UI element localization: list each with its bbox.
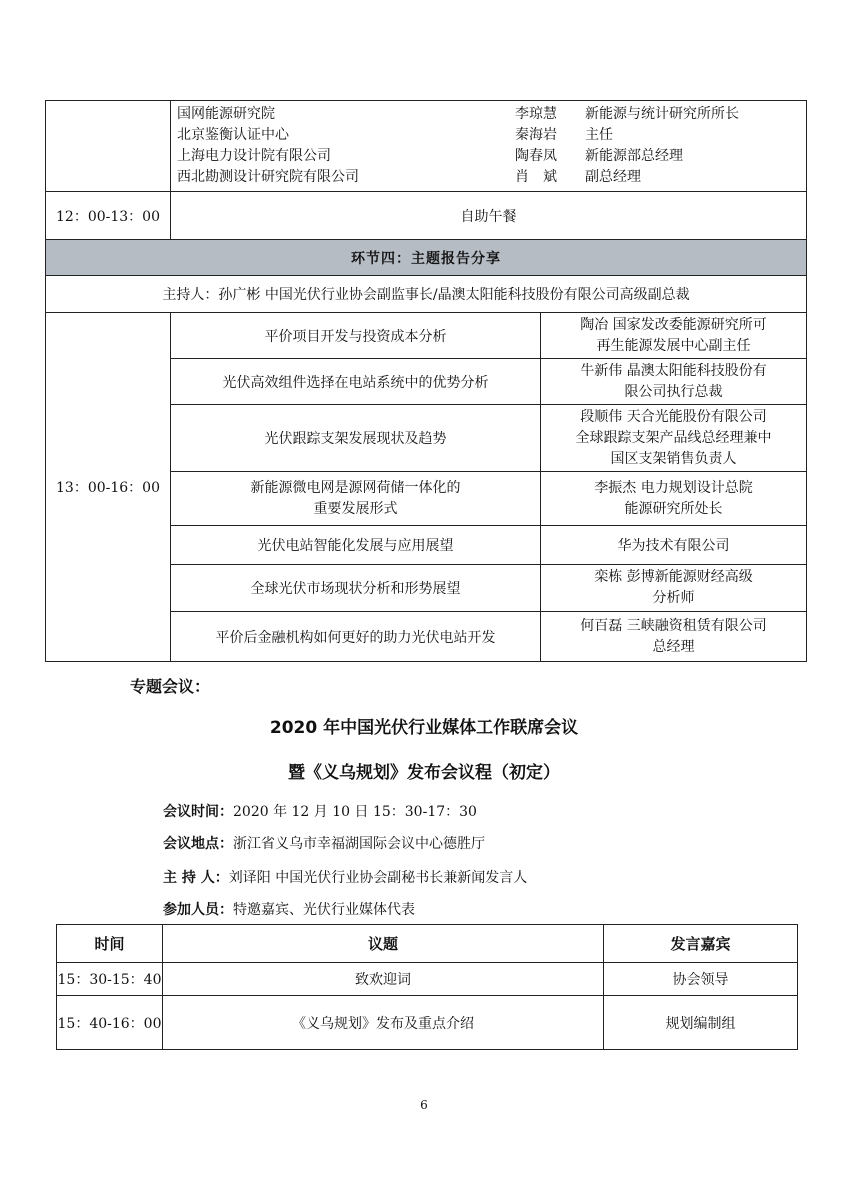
panel-guest-line [177,104,806,125]
guest-name: 陶春凤 [515,148,557,164]
talk-speaker: 牛新伟 晶澳太阳能科技股份有 限公司执行总裁 [541,359,807,405]
row-topic: 致欢迎词 [163,963,604,996]
lunch-time: 12：00-13：00 [46,192,171,240]
header-topic: 议题 [163,925,604,963]
info-time: 会议时间：2020 年 12 月 10 日 15：30-17：30 [163,804,477,820]
guest-name: 李琼慧 [515,106,557,122]
panel-guest-line [177,167,806,188]
guest-role: 新能源部总经理 [585,148,683,164]
talk-topic: 平价后金融机构如何更好的助力光伏电站开发 [171,612,541,662]
talk-row [46,313,807,359]
talk-topic: 新能源微电网是源网荷储一体化的 重要发展形式 [171,472,541,526]
guest-name: 肖 斌 [515,169,557,185]
agenda-table-main [45,100,805,662]
table-header-row [57,925,798,963]
section4-time: 13：00-16：00 [46,313,171,662]
talk-speaker: 何百磊 三峡融资租赁有限公司 总经理 [541,612,807,662]
row-time: 15：30-15：40 [57,963,163,996]
panel-guest-line [177,125,806,146]
info-attendees: 参加人员：特邀嘉宾、光伏行业媒体代表 [163,902,415,918]
row-speaker: 规划编制组 [604,996,798,1050]
guest-role: 主任 [585,127,613,143]
table-row [57,996,798,1050]
row-time: 15：40-16：00 [57,996,163,1050]
talk-topic: 光伏跟踪支架发展现状及趋势 [171,405,541,472]
row-topic: 《义乌规划》发布及重点介绍 [163,996,604,1050]
panel-guest-line [177,146,806,167]
guest-role: 副总经理 [585,169,641,185]
guest-org: 西北勘测设计研究院有限公司 [177,169,359,185]
row-speaker: 协会领导 [604,963,798,996]
table-row [57,963,798,996]
talk-speaker: 栾栋 彭博新能源财经高级 分析师 [541,565,807,612]
special-title-line2: 暨《义乌规划》发布会议程（初定） [288,763,560,783]
special-agenda-table [56,924,798,1050]
talk-speaker: 段顺伟 天合光能股份有限公司 全球跟踪支架产品线总经理兼中 国区支架销售负责人 [541,405,807,472]
section4-host-row [46,276,807,313]
special-session-label: 专题会议： [130,677,211,696]
lunch-row [46,192,807,240]
panel-guests-cell [171,101,807,192]
info-host: 主 持 人：刘译阳 中国光伏行业协会副秘书长兼新闻发言人 [163,870,528,886]
guest-name: 秦海岩 [515,127,557,143]
panel-row [46,101,807,192]
info-venue: 会议地点：浙江省义乌市幸福湖国际会议中心德胜厅 [163,836,485,852]
section4-host: 主持人：孙广彬 中国光伏行业协会副监事长/晶澳太阳能科技股份有限公司高级副总裁 [46,276,807,313]
talk-topic: 平价项目开发与投资成本分析 [171,313,541,359]
guest-org: 上海电力设计院有限公司 [177,148,331,164]
guest-org: 国网能源研究院 [177,106,275,122]
panel-time-cell [46,101,171,192]
lunch-label: 自助午餐 [171,192,807,240]
guest-org: 北京鉴衡认证中心 [177,127,289,143]
guest-role: 新能源与统计研究所所长 [585,106,739,122]
talk-speaker: 陶冶 国家发改委能源研究所可 再生能源发展中心副主任 [541,313,807,359]
page-number: 6 [420,1098,428,1112]
talk-speaker: 华为技术有限公司 [541,526,807,565]
header-time: 时间 [57,925,163,963]
talk-speaker: 李振杰 电力规划设计总院 能源研究所处长 [541,472,807,526]
special-title-line1: 2020 年中国光伏行业媒体工作联席会议 [269,718,579,738]
talk-topic: 光伏高效组件选择在电站系统中的优势分析 [171,359,541,405]
talk-topic: 光伏电站智能化发展与应用展望 [171,526,541,565]
talk-topic: 全球光伏市场现状分析和形势展望 [171,565,541,612]
header-speaker: 发言嘉宾 [604,925,798,963]
section4-header-row [46,240,807,276]
section4-title: 环节四：主题报告分享 [46,240,807,276]
